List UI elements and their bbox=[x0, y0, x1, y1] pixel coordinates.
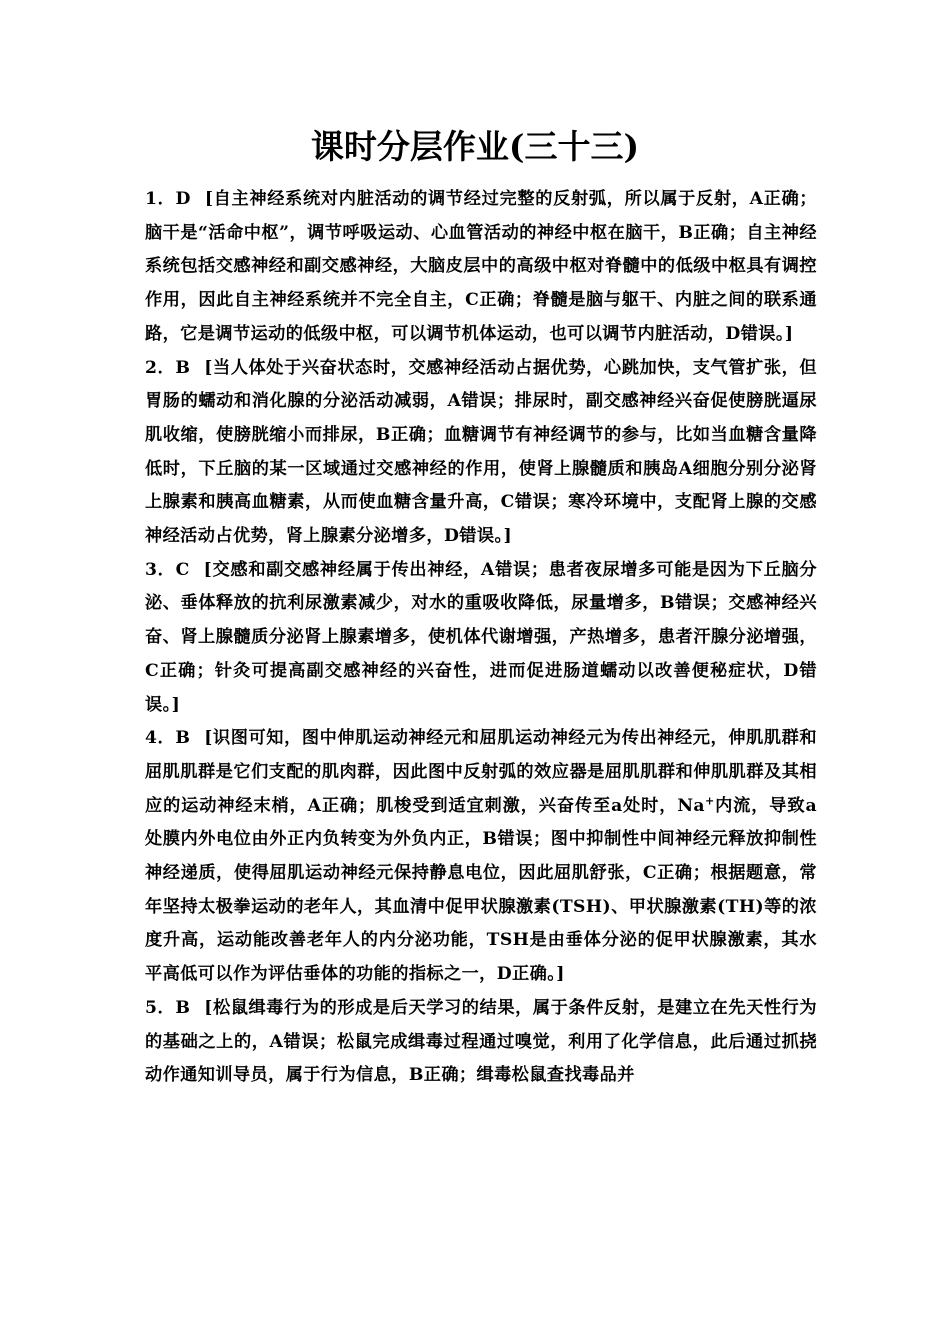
answer-explanation-part-1: [识图可知，图中伸肌运动神经元和屈肌运动神经元为传出神经元，伸肌肌群和屈肌肌群是它们支配的肌肉群，因此图中反射弧的效应器是屈肌肌群和伸肌肌群及其相应的运动神经末梢，A正确；肌梭受到适宜刺激，兴奋传至a处时，Na bbox=[145, 728, 818, 816]
answer-explanation: [松鼠缉毒行为的形成是后天学习的结果，属于条件反射，是建立在先天性行为的基础之上的，A错误；松鼠完成缉毒过程通过嗅觉，利用了化学信息，此后通过抓挠动作通知训导员，属于行为信息，B正确；缉毒松鼠查找毒品并 bbox=[145, 997, 818, 1086]
page-title: 课时分层作业(三十三) bbox=[310, 127, 640, 166]
answer-choice: B bbox=[175, 357, 191, 378]
question-number: 3． bbox=[145, 559, 176, 580]
answer-list bbox=[145, 183, 817, 1093]
question-number: 2． bbox=[145, 357, 176, 378]
answer-explanation: [交感和副交感神经属于传出神经，A错误；患者夜尿增多可能是因为下丘脑分泌、垂体释放的抗利尿激素减少，对水的重吸收降低，尿量增多，B错误；交感神经兴奋、肾上腺髓质分泌肾上腺素增多，使机体代谢增强，产热增多，患者汗腺分泌增强，C正确；针灸可提高副交感神经的兴奋性，进而促进肠道蠕动以改善便秘症状，D错误。] bbox=[145, 559, 817, 715]
question-number: 5． bbox=[145, 997, 176, 1018]
answer-item-4 bbox=[145, 722, 817, 992]
question-number: 4． bbox=[145, 728, 176, 749]
answer-choice: D bbox=[175, 189, 191, 209]
sodium-ion-charge: + bbox=[704, 793, 715, 807]
answer-explanation: [自主神经系统对内脏活动的调节经过完整的反射弧，所以属于反射，A正确；脑干是“活命中枢”，调节呼吸运动、心血管活动的神经中枢在脑干，B正确；自主神经系统包括交感神经和副交感神经，大脑皮层中的高级中枢对脊髓中的低级中枢具有调控作用，因此自主神经系统并不完全自主，C正确；脊髓是脑与躯干、内脏之间的联系通路，它是调节运动的低级中枢，可以调节机体运动，也可以调节内脏活动，D错误。] bbox=[145, 189, 817, 344]
answer-item-5 bbox=[145, 992, 817, 1093]
answer-item-3 bbox=[145, 554, 817, 723]
answer-item-2 bbox=[145, 352, 817, 554]
answer-item-1 bbox=[145, 183, 817, 352]
answer-choice: B bbox=[175, 997, 191, 1018]
answer-explanation: [当人体处于兴奋状态时，交感神经活动占据优势，心跳加快，支气管扩张，但胃肠的蠕动和消化腺的分泌活动减弱，A错误；排尿时，副交感神经兴奋促使膀胱逼尿肌收缩，使膀胱缩小而排尿，B正确；血糖调节有神经调节的参与，比如当血糖含量降低时，下丘脑的某一区域通过交感神经的作用，使肾上腺髓质和胰岛A细胞分别分泌肾上腺素和胰高血糖素，从而使血糖含量升高，C错误；寒冷环境中，支配肾上腺的交感神经活动占优势，肾上腺素分泌增多，D错误。] bbox=[145, 357, 818, 547]
question-number: 1． bbox=[145, 189, 176, 209]
answer-choice: B bbox=[175, 728, 191, 749]
answer-explanation-part-2: 内流，导致a处膜内外电位由外正内负转变为外负内正，B错误；图中抑制性中间神经元释放抑制性神经递质，使得屈肌运动神经元保持静息电位，因此屈肌舒张，C正确；根据题意，常年坚持太极拳运动的老年人，其血清中促甲状腺激素(TSH)、甲状腺激素(TH)等的浓度升高，运动能改善老年人的内分泌功能，TSH是由垂体分泌的促甲状腺激素，其水平高低可以作为评估垂体的功能的指标之一，D正确。] bbox=[145, 795, 817, 985]
answer-choice: C bbox=[175, 559, 190, 580]
